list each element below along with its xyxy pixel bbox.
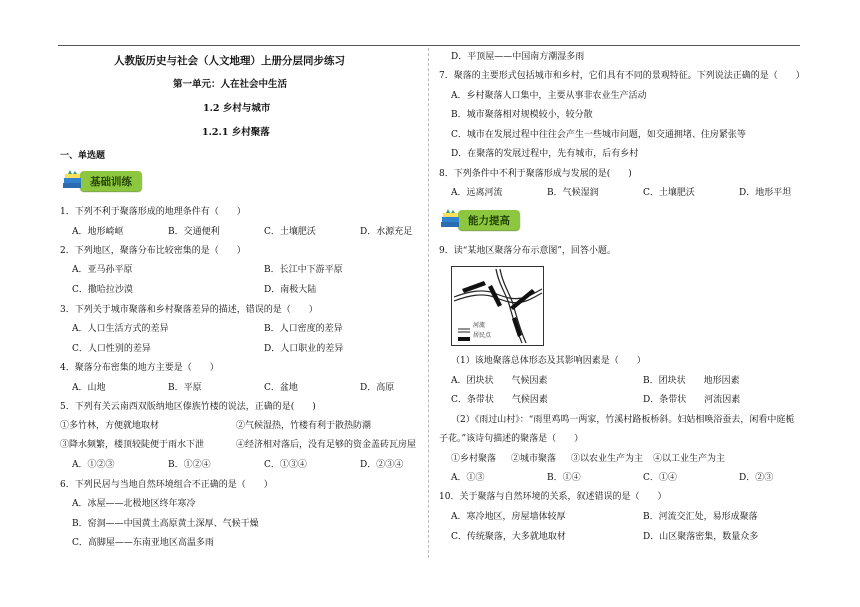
q1-stem: 1．下列不利于聚落形成的地理条件有（ ） xyxy=(60,207,246,217)
q9-part2-option-d: D．②③ xyxy=(739,473,774,483)
q3-stem: 3．下列关于城市聚落和乡村聚落差异的描述，错误的是（ ） xyxy=(60,305,318,315)
q4-stem: 4．聚落分布密集的地方主要是（ ） xyxy=(60,363,219,373)
q6-stem: 6．下列民居与当地自然环境组合不正确的是（ ） xyxy=(60,480,273,490)
q5-option-b: B．①②④ xyxy=(168,460,211,470)
q8-option-c: C．土壤肥沃 xyxy=(643,188,695,198)
q4-option-a: A．山地 xyxy=(72,383,106,393)
q4-option-d: D．高原 xyxy=(360,383,395,393)
q5-option-d: D．②③④ xyxy=(360,460,404,470)
q5-option-c: C．①③④ xyxy=(264,460,307,470)
q9-part1-option-a: A．团块状 气候因素 xyxy=(451,376,548,386)
lesson-title: 1.2 乡村与城市 xyxy=(203,103,271,114)
q9-part1-option-d: D．条带状 河流因素 xyxy=(643,395,741,405)
q10-option-d: D．山区聚落密集，数量众多 xyxy=(643,532,759,542)
q9-part2-option-b: B．①④ xyxy=(547,473,581,483)
badge-advanced-label: 能力提高 xyxy=(458,210,520,230)
q2-option-a: A．亚马孙平原 xyxy=(72,265,133,275)
q3-option-c: C．人口性别的差异 xyxy=(72,344,151,354)
legend-settlement-label: 居民点 xyxy=(473,332,492,339)
q7-option-c: C．城市在发展过程中往往会产生一些城市问题，如交通拥堵、住房紧张等 xyxy=(451,130,746,140)
books-icon xyxy=(62,170,84,192)
column-divider xyxy=(428,48,429,558)
q7-option-d: D．在聚落的发展过程中，先有城市，后有乡村 xyxy=(451,149,639,159)
q10-stem: 10．关于聚落与自然环境的关系，叙述错误的是（ ） xyxy=(439,492,667,502)
badge-advanced xyxy=(440,207,520,233)
q9-part2-statement-1: ①乡村聚落 xyxy=(451,454,497,464)
settlement-map-drawing xyxy=(452,267,543,345)
q1-option-b: B．交通便利 xyxy=(168,227,220,237)
legend-river-label: 河流 xyxy=(473,322,486,329)
q9-stem: 9．读“某地区聚落分布示意图”，回答小题。 xyxy=(439,246,616,256)
q10-option-a: A．寒冷地区，房屋墙体较厚 xyxy=(451,512,566,522)
unit-title: 第一单元：人在社会中生活 xyxy=(173,79,288,90)
q1-option-c: C．土壤肥沃 xyxy=(264,227,316,237)
q6-option-a: A．冰屋——北极地区终年寒冷 xyxy=(72,499,196,509)
q9-part2-statement-4: ④以工业生产为主 xyxy=(653,454,726,464)
q4-option-c: C．盆地 xyxy=(264,383,298,393)
q8-option-b: B．气候湿润 xyxy=(547,188,599,198)
q9-part2-statement-3: ③以农业生产为主 xyxy=(571,454,644,464)
q9-part1-stem: （1）该地聚落总体形态及其影响因素是（ ） xyxy=(451,356,646,366)
q4-option-b: B．平原 xyxy=(168,383,202,393)
q3-option-b: B．人口密度的差异 xyxy=(264,324,343,334)
q7-stem: 7．聚落的主要形式包括城市和乡村，它们具有不同的景观特征。下列说法正确的是（ ） xyxy=(439,71,805,81)
q2-option-c: C．撒哈拉沙漠 xyxy=(72,285,133,295)
q5-option-a: A．①②③ xyxy=(72,460,115,470)
q9-part1-option-c: C．条带状 气候因素 xyxy=(451,395,548,405)
q8-option-a: A．远离河流 xyxy=(451,188,503,198)
q5-statement-4: ④经济相对落后，没有足够的资金盖砖瓦房屋 xyxy=(236,440,417,450)
badge-basic-training xyxy=(62,168,142,194)
q6-option-b: B．窑洞——中国黄土高原黄土深厚、气候干燥 xyxy=(72,519,259,529)
header-rule xyxy=(58,45,800,46)
q3-option-d: D．人口职业的差异 xyxy=(264,344,344,354)
q1-option-a: A．地形崎岖 xyxy=(72,227,124,237)
section-heading: 一、单选题 xyxy=(60,151,106,161)
q7-option-b: B．城市聚落相对规模较小，较分散 xyxy=(451,110,593,120)
badge-basic-label: 基础训练 xyxy=(80,171,142,191)
q8-stem: 8．下列条件中不利于聚落形成与发展的是( ) xyxy=(439,169,632,179)
q2-option-d: D．南极大陆 xyxy=(264,285,317,295)
books-icon xyxy=(440,209,462,231)
q10-option-c: C．传统聚落，大多就地取材 xyxy=(451,532,566,542)
q9-part2-option-a: A．①③ xyxy=(451,473,485,483)
q10-option-b: B．河流交汇处，易形成聚落 xyxy=(643,512,758,522)
doc-title: 人教版历史与社会（人文地理）上册分层同步练习 xyxy=(114,55,345,67)
q6-option-d: D．平顶屋——中国南方潮湿多雨 xyxy=(451,52,585,62)
q2-option-b: B．长江中下游平原 xyxy=(264,265,343,275)
q9-part2-statement-2: ②城市聚落 xyxy=(511,454,557,464)
q1-option-d: D．水源充足 xyxy=(360,227,413,237)
q9-part1-option-b: B．团块状 地形因素 xyxy=(643,376,740,386)
q5-statement-1: ①多竹林，方便就地取材 xyxy=(60,421,160,431)
q6-option-c: C．高脚屋——东南亚地区高温多雨 xyxy=(72,538,214,548)
q5-stem: 5．下列有关云南西双版纳地区傣族竹楼的说法，正确的是( ) xyxy=(60,402,316,412)
q3-option-a: A．人口生活方式的差异 xyxy=(72,324,169,334)
q9-part2-stem-line2: 子花。”该诗句描述的聚落是（ ） xyxy=(439,434,584,444)
q7-option-a: A．乡村聚落人口集中，主要从事非农业生产活动 xyxy=(451,91,647,101)
q5-statement-2: ②气候湿热，竹楼有利于散热防潮 xyxy=(236,421,372,431)
q9-part2-option-c: C．①④ xyxy=(643,473,677,483)
q9-part2-stem-line1: （2）《雨过山村》：“雨里鸡鸣一两家，竹溪村路板桥斜。妇姑相唤浴蚕去，闲看中庭栀 xyxy=(451,415,795,425)
sub-lesson-title: 1.2.1 乡村聚落 xyxy=(202,127,270,138)
q8-option-d: D．地形平坦 xyxy=(739,188,792,198)
settlement-map xyxy=(451,266,544,346)
q2-stem: 2．下列地区，聚落分布比较密集的是（ ） xyxy=(60,246,246,256)
q5-statement-3: ③降水频繁，楼顶较陡便于雨水下泄 xyxy=(60,440,205,450)
